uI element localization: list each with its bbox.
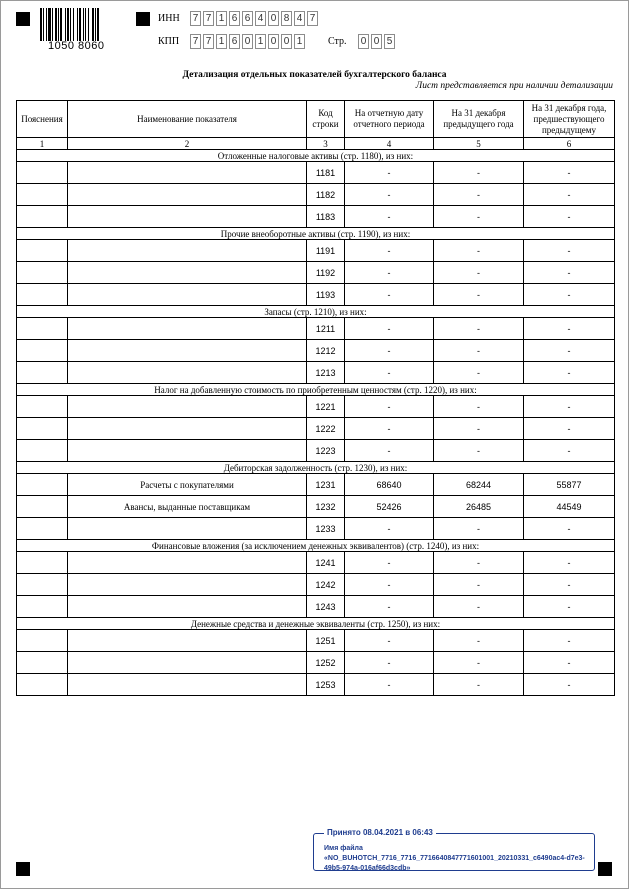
line-code-cell: 1251 — [307, 630, 345, 652]
column-number: 5 — [434, 138, 524, 150]
barcode-bar — [95, 8, 96, 41]
indicator-name-cell — [68, 284, 307, 306]
notes-cell — [17, 396, 68, 418]
value-reporting-date-cell: - — [345, 674, 434, 696]
line-code-cell: 1183 — [307, 206, 345, 228]
table-row — [17, 596, 615, 618]
value-reporting-date-cell: - — [345, 518, 434, 540]
section-title: Прочие внеоборотные активы (стр. 1190), из них: — [17, 228, 615, 240]
column-number: 1 — [17, 138, 68, 150]
section-title: Финансовые вложения (за исключением денежных эквивалентов) (стр. 1240), из них: — [17, 540, 615, 552]
barcode-bar — [73, 8, 74, 41]
corner-marker-top-left — [16, 12, 30, 26]
value-reporting-date-cell: - — [345, 396, 434, 418]
notes-cell — [17, 362, 68, 384]
notes-cell — [17, 674, 68, 696]
value-year-before-prev-cell: - — [524, 630, 615, 652]
inn-label: ИНН — [158, 13, 180, 24]
value-reporting-date-cell: - — [345, 240, 434, 262]
table-row — [17, 284, 615, 306]
barcode-bar — [77, 8, 78, 41]
header-line-code: Код строки — [307, 101, 345, 138]
value-prev-year-cell: - — [434, 206, 524, 228]
kpp-digit-cell: 1 — [255, 34, 266, 49]
line-code-cell: 1181 — [307, 162, 345, 184]
value-year-before-prev-cell: - — [524, 318, 615, 340]
indicator-name-cell — [68, 674, 307, 696]
indicator-name-cell: Расчеты с покупателями — [68, 474, 307, 496]
table-row — [17, 552, 615, 574]
line-code-cell: 1232 — [307, 496, 345, 518]
kpp-digit-cell: 7 — [190, 34, 201, 49]
indicator-name-cell — [68, 184, 307, 206]
notes-cell — [17, 574, 68, 596]
line-code-cell: 1213 — [307, 362, 345, 384]
line-code-cell: 1233 — [307, 518, 345, 540]
value-year-before-prev-cell: - — [524, 440, 615, 462]
section-title: Денежные средства и денежные эквиваленты (стр. 1250), из них: — [17, 618, 615, 630]
value-year-before-prev-cell: - — [524, 262, 615, 284]
indicator-name-cell — [68, 362, 307, 384]
notes-cell — [17, 496, 68, 518]
value-prev-year-cell: - — [434, 652, 524, 674]
acceptance-stamp — [313, 828, 595, 872]
value-reporting-date-cell: - — [345, 440, 434, 462]
value-reporting-date-cell: - — [345, 284, 434, 306]
table-row — [17, 496, 615, 518]
table-row — [17, 440, 615, 462]
value-prev-year-cell: - — [434, 596, 524, 618]
kpp-digit-cell: 0 — [242, 34, 253, 49]
table-row — [17, 574, 615, 596]
value-prev-year-cell: - — [434, 630, 524, 652]
barcode-bar — [48, 8, 51, 41]
notes-cell — [17, 240, 68, 262]
inn-digit-cell: 6 — [242, 11, 253, 26]
notes-cell — [17, 318, 68, 340]
value-prev-year-cell: - — [434, 340, 524, 362]
section-title: Дебиторская задолженность (стр. 1230), из них: — [17, 462, 615, 474]
barcode-bar — [67, 8, 69, 41]
table-row — [17, 518, 615, 540]
section-row — [17, 540, 615, 552]
section-title: Запасы (стр. 1210), из них: — [17, 306, 615, 318]
document-title: Детализация отдельных показателей бухгалтерского баланса — [182, 70, 447, 80]
corner-marker-bottom-right — [598, 862, 612, 876]
inn-digit-cell: 7 — [307, 11, 318, 26]
table-row — [17, 418, 615, 440]
notes-cell — [17, 652, 68, 674]
value-prev-year-cell: - — [434, 184, 524, 206]
document-subtitle: Лист представляется при наличии детализации — [415, 81, 613, 91]
inn-digit-cell: 6 — [229, 11, 240, 26]
indicator-name-cell — [68, 574, 307, 596]
header-prev-year: На 31 декабря предыдущего года — [434, 101, 524, 138]
section-title: Отложенные налоговые активы (стр. 1180), из них: — [17, 150, 615, 162]
line-code-cell: 1192 — [307, 262, 345, 284]
table-row — [17, 362, 615, 384]
table-row — [17, 340, 615, 362]
notes-cell — [17, 162, 68, 184]
corner-marker-top-center — [136, 12, 150, 26]
indicator-name-cell — [68, 162, 307, 184]
line-code-cell: 1182 — [307, 184, 345, 206]
notes-cell — [17, 418, 68, 440]
indicator-name-cell — [68, 418, 307, 440]
value-prev-year-cell: - — [434, 284, 524, 306]
barcode-bar — [52, 8, 53, 41]
kpp-digit-cell: 0 — [268, 34, 279, 49]
line-code-cell: 1212 — [307, 340, 345, 362]
barcode-bar — [55, 8, 57, 41]
value-prev-year-cell: - — [434, 362, 524, 384]
kpp-digit-cell: 1 — [216, 34, 227, 49]
value-reporting-date-cell: 52426 — [345, 496, 434, 518]
value-year-before-prev-cell: - — [524, 162, 615, 184]
barcode — [40, 8, 122, 41]
kpp-digit-cell: 7 — [203, 34, 214, 49]
column-number: 3 — [307, 138, 345, 150]
inn-digit-cell: 1 — [216, 11, 227, 26]
section-row — [17, 228, 615, 240]
indicator-name-cell — [68, 262, 307, 284]
value-year-before-prev-cell: - — [524, 518, 615, 540]
column-number: 2 — [68, 138, 307, 150]
barcode-bar — [65, 8, 66, 41]
value-reporting-date-cell: - — [345, 418, 434, 440]
value-prev-year-cell: - — [434, 518, 524, 540]
value-prev-year-cell: - — [434, 674, 524, 696]
table-row — [17, 240, 615, 262]
inn-digit-cell: 7 — [190, 11, 201, 26]
header-notes: Пояснения — [17, 101, 68, 138]
page-digit-cell: 5 — [384, 34, 395, 49]
table-row — [17, 474, 615, 496]
table-row — [17, 630, 615, 652]
balance-detail-table — [16, 100, 615, 696]
notes-cell — [17, 262, 68, 284]
value-prev-year-cell: - — [434, 318, 524, 340]
header-year-before-prev: На 31 декабря года, предшествующего предыдущему — [524, 101, 615, 138]
indicator-name-cell — [68, 340, 307, 362]
table-row — [17, 262, 615, 284]
barcode-bar — [40, 8, 42, 41]
table-row — [17, 184, 615, 206]
notes-cell — [17, 630, 68, 652]
page-digit-cell: 0 — [371, 34, 382, 49]
value-year-before-prev-cell: - — [524, 574, 615, 596]
barcode-bar — [79, 8, 81, 41]
header-reporting-date: На отчетную дату отчетного периода — [345, 101, 434, 138]
value-reporting-date-cell: - — [345, 206, 434, 228]
value-year-before-prev-cell: - — [524, 284, 615, 306]
section-title: Налог на добавленную стоимость по приобретенным ценностям (стр. 1220), из них: — [17, 384, 615, 396]
column-number: 4 — [345, 138, 434, 150]
section-row — [17, 150, 615, 162]
value-reporting-date-cell: 68640 — [345, 474, 434, 496]
notes-cell — [17, 518, 68, 540]
line-code-cell: 1191 — [307, 240, 345, 262]
line-code-cell: 1231 — [307, 474, 345, 496]
header-indicator-name: Наименование показателя — [68, 101, 307, 138]
value-year-before-prev-cell: - — [524, 362, 615, 384]
inn-field — [190, 11, 320, 26]
barcode-bar — [97, 8, 99, 41]
value-prev-year-cell: - — [434, 262, 524, 284]
value-reporting-date-cell: - — [345, 596, 434, 618]
value-year-before-prev-cell: - — [524, 674, 615, 696]
kpp-field — [190, 34, 307, 49]
indicator-name-cell — [68, 440, 307, 462]
inn-digit-cell: 4 — [294, 11, 305, 26]
indicator-name-cell — [68, 240, 307, 262]
table-row — [17, 206, 615, 228]
column-number: 6 — [524, 138, 615, 150]
value-prev-year-cell: - — [434, 162, 524, 184]
value-year-before-prev-cell: - — [524, 206, 615, 228]
value-reporting-date-cell: - — [345, 340, 434, 362]
value-reporting-date-cell: - — [345, 184, 434, 206]
line-code-cell: 1222 — [307, 418, 345, 440]
section-row — [17, 462, 615, 474]
table-row — [17, 652, 615, 674]
value-prev-year-cell: - — [434, 418, 524, 440]
notes-cell — [17, 206, 68, 228]
barcode-number: 1050 8060 — [48, 40, 105, 52]
line-code-cell: 1211 — [307, 318, 345, 340]
stamp-filename-text: Имя файла «NO_BUHOTCH_7716_7716_7716640847771601001_20210331_c6490ac4-d7e3-49b5-974a-016af66d3cdb» — [324, 845, 585, 872]
notes-cell — [17, 552, 68, 574]
value-prev-year-cell: 68244 — [434, 474, 524, 496]
value-prev-year-cell: - — [434, 574, 524, 596]
value-prev-year-cell: - — [434, 396, 524, 418]
barcode-bar — [85, 8, 86, 41]
table-body — [17, 150, 615, 696]
page-digit-cell: 0 — [358, 34, 369, 49]
barcode-bar — [83, 8, 84, 41]
notes-cell — [17, 184, 68, 206]
value-reporting-date-cell: - — [345, 318, 434, 340]
stamp-accepted-text: Принято 08.04.2021 в 06:43 — [324, 828, 436, 837]
indicator-name-cell — [68, 652, 307, 674]
line-code-cell: 1221 — [307, 396, 345, 418]
value-year-before-prev-cell: - — [524, 340, 615, 362]
indicator-name-cell — [68, 206, 307, 228]
value-year-before-prev-cell: - — [524, 652, 615, 674]
inn-digit-cell: 4 — [255, 11, 266, 26]
indicator-name-cell — [68, 552, 307, 574]
kpp-digit-cell: 0 — [281, 34, 292, 49]
value-prev-year-cell: - — [434, 440, 524, 462]
kpp-digit-cell: 1 — [294, 34, 305, 49]
kpp-digit-cell: 6 — [229, 34, 240, 49]
indicator-name-cell — [68, 396, 307, 418]
inn-digit-cell: 0 — [268, 11, 279, 26]
notes-cell — [17, 474, 68, 496]
value-reporting-date-cell: - — [345, 262, 434, 284]
value-year-before-prev-cell: - — [524, 240, 615, 262]
page-number-label: Стр. — [328, 36, 347, 47]
indicator-name-cell — [68, 518, 307, 540]
barcode-bar — [60, 8, 62, 41]
value-prev-year-cell: 26485 — [434, 496, 524, 518]
line-code-cell: 1253 — [307, 674, 345, 696]
value-year-before-prev-cell: - — [524, 184, 615, 206]
table-row — [17, 396, 615, 418]
line-code-cell: 1242 — [307, 574, 345, 596]
line-code-cell: 1193 — [307, 284, 345, 306]
page-number-field — [358, 34, 397, 49]
corner-marker-bottom-left — [16, 862, 30, 876]
notes-cell — [17, 596, 68, 618]
value-year-before-prev-cell: - — [524, 552, 615, 574]
indicator-name-cell: Авансы, выданные поставщикам — [68, 496, 307, 518]
indicator-name-cell — [68, 630, 307, 652]
value-reporting-date-cell: - — [345, 362, 434, 384]
value-prev-year-cell: - — [434, 240, 524, 262]
indicator-name-cell — [68, 318, 307, 340]
value-reporting-date-cell: - — [345, 552, 434, 574]
value-year-before-prev-cell: - — [524, 596, 615, 618]
value-reporting-date-cell: - — [345, 162, 434, 184]
value-reporting-date-cell: - — [345, 574, 434, 596]
barcode-bar — [92, 8, 94, 41]
inn-digit-cell: 8 — [281, 11, 292, 26]
barcode-bar — [46, 8, 47, 41]
section-row — [17, 384, 615, 396]
table-row — [17, 162, 615, 184]
section-row — [17, 618, 615, 630]
value-year-before-prev-cell: - — [524, 418, 615, 440]
value-year-before-prev-cell: 44549 — [524, 496, 615, 518]
barcode-bar — [43, 8, 44, 41]
table-row — [17, 318, 615, 340]
barcode-bar — [70, 8, 71, 41]
value-reporting-date-cell: - — [345, 652, 434, 674]
value-year-before-prev-cell: 55877 — [524, 474, 615, 496]
notes-cell — [17, 340, 68, 362]
line-code-cell: 1243 — [307, 596, 345, 618]
indicator-name-cell — [68, 596, 307, 618]
value-prev-year-cell: - — [434, 552, 524, 574]
line-code-cell: 1223 — [307, 440, 345, 462]
line-code-cell: 1241 — [307, 552, 345, 574]
line-code-cell: 1252 — [307, 652, 345, 674]
notes-cell — [17, 284, 68, 306]
value-reporting-date-cell: - — [345, 630, 434, 652]
barcode-bar — [58, 8, 59, 41]
barcode-bar — [88, 8, 89, 41]
table-row — [17, 674, 615, 696]
section-row — [17, 306, 615, 318]
value-year-before-prev-cell: - — [524, 396, 615, 418]
inn-digit-cell: 7 — [203, 11, 214, 26]
kpp-label: КПП — [158, 36, 180, 47]
notes-cell — [17, 440, 68, 462]
